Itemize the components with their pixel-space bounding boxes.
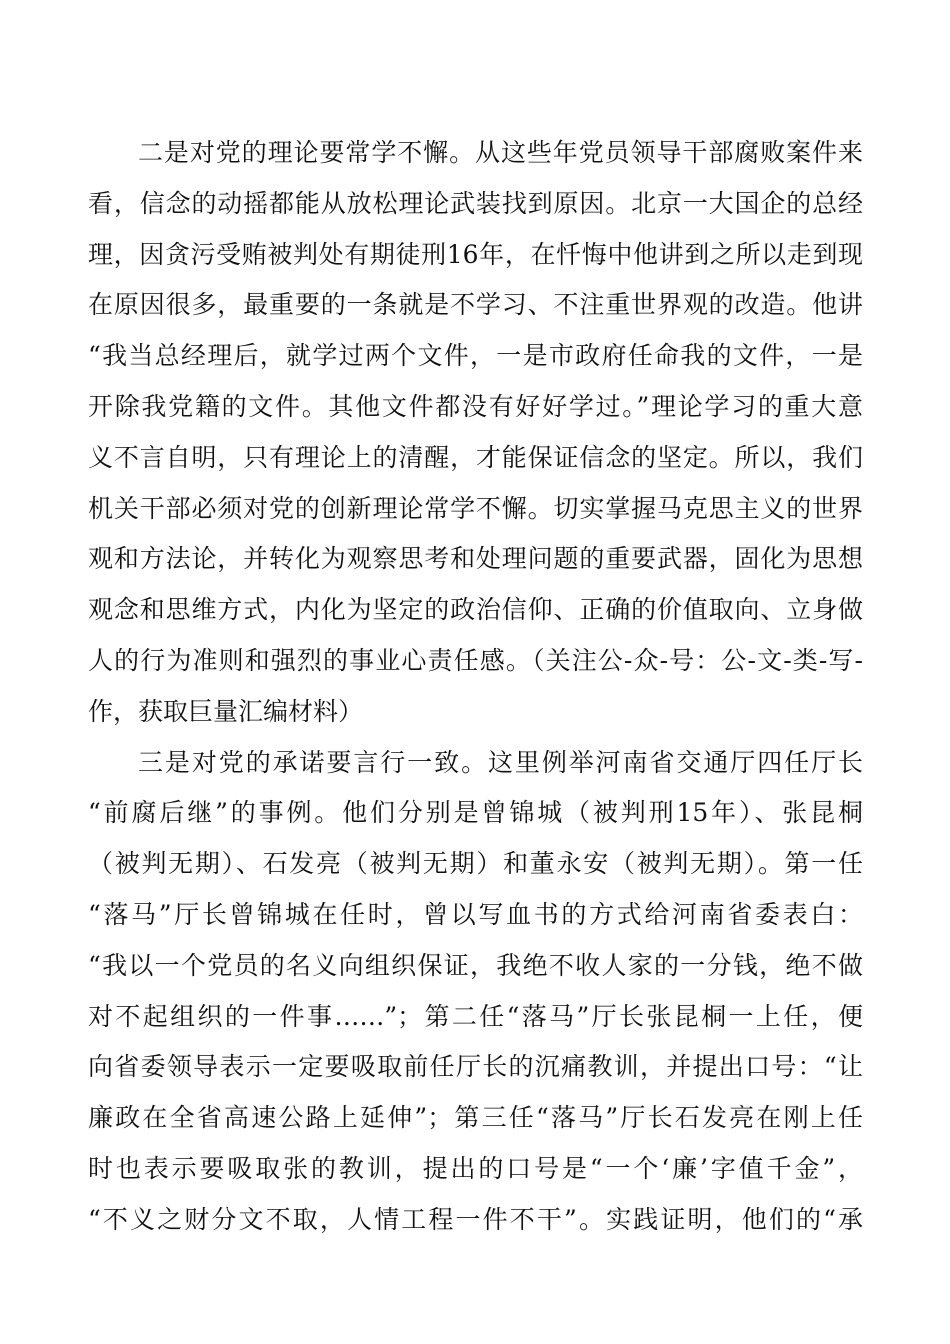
text-line: 时也表示要吸取张的教训，提出的口号是“一个‘廉’字值千金”， — [88, 1153, 863, 1183]
text-line: 看，信念的动摇都能从放松理论武装找到原因。北京一大国企的总经 — [88, 188, 863, 218]
text-line: “前腐后继”的事例。他们分别是曾锦城（被判刑15年）、张昆桐 — [88, 798, 863, 828]
document-body — [88, 128, 863, 1246]
text-line: 二是对党的理论要常学不懈。从这些年党员领导干部腐败案件来 — [138, 138, 863, 167]
paragraph-theory-study — [88, 128, 863, 738]
text-line: “落马”厅长曾锦城在任时，曾以写血书的方式给河南省委表白： — [88, 899, 863, 929]
text-line: “我当总经理后，就学过两个文件，一是市政府任命我的文件，一是 — [88, 341, 863, 371]
text-line: 廉政在全省高速公路上延伸”；第三任“落马”厅长石发亮在刚上任 — [88, 1103, 863, 1133]
text-line: “不义之财分文不取，人情工程一件不干”。实践证明，他们的“承 — [88, 1204, 863, 1234]
text-line: 三是对党的承诺要言行一致。这里例举河南省交通厅四任厅长 — [138, 747, 863, 777]
text-line: 观念和思维方式，内化为坚定的政治信仰、正确的价值取向、立身做 — [88, 595, 863, 625]
text-line: 开除我党籍的文件。其他文件都没有好好学过。”理论学习的重大意 — [88, 391, 863, 421]
text-line: 义不言自明，只有理论上的清醒，才能保证信念的坚定。所以，我们 — [88, 442, 863, 472]
paragraph-promise-consistency — [88, 738, 863, 1246]
text-line: 向省委领导表示一定要吸取前任厅长的沉痛教训，并提出口号：“让 — [88, 1052, 863, 1082]
text-line: 观和方法论，并转化为观察思考和处理问题的重要武器，固化为思想 — [88, 544, 863, 574]
text-line: 作，获取巨量汇编材料） — [88, 696, 364, 726]
text-line: 理，因贪污受贿被判处有期徒刑16年，在忏悔中他讲到之所以走到现 — [88, 239, 863, 269]
text-line: 对不起组织的一件事……”；第二任“落马”厅长张昆桐一上任，便 — [88, 1001, 863, 1031]
text-line: “我以一个党员的名义向组织保证，我绝不收人家的一分钱，绝不做 — [88, 950, 863, 980]
text-line: 机关干部必须对党的创新理论常学不懈。切实掌握马克思主义的世界 — [88, 493, 863, 523]
text-line: （被判无期）、石发亮（被判无期）和董永安（被判无期）。第一任 — [88, 849, 863, 879]
text-line: 在原因很多，最重要的一条就是不学习、不注重世界观的改造。他讲 — [88, 290, 863, 320]
text-line: 人的行为准则和强烈的事业心责任感。（关注公-众-号：公-文-类-写- — [88, 645, 863, 675]
